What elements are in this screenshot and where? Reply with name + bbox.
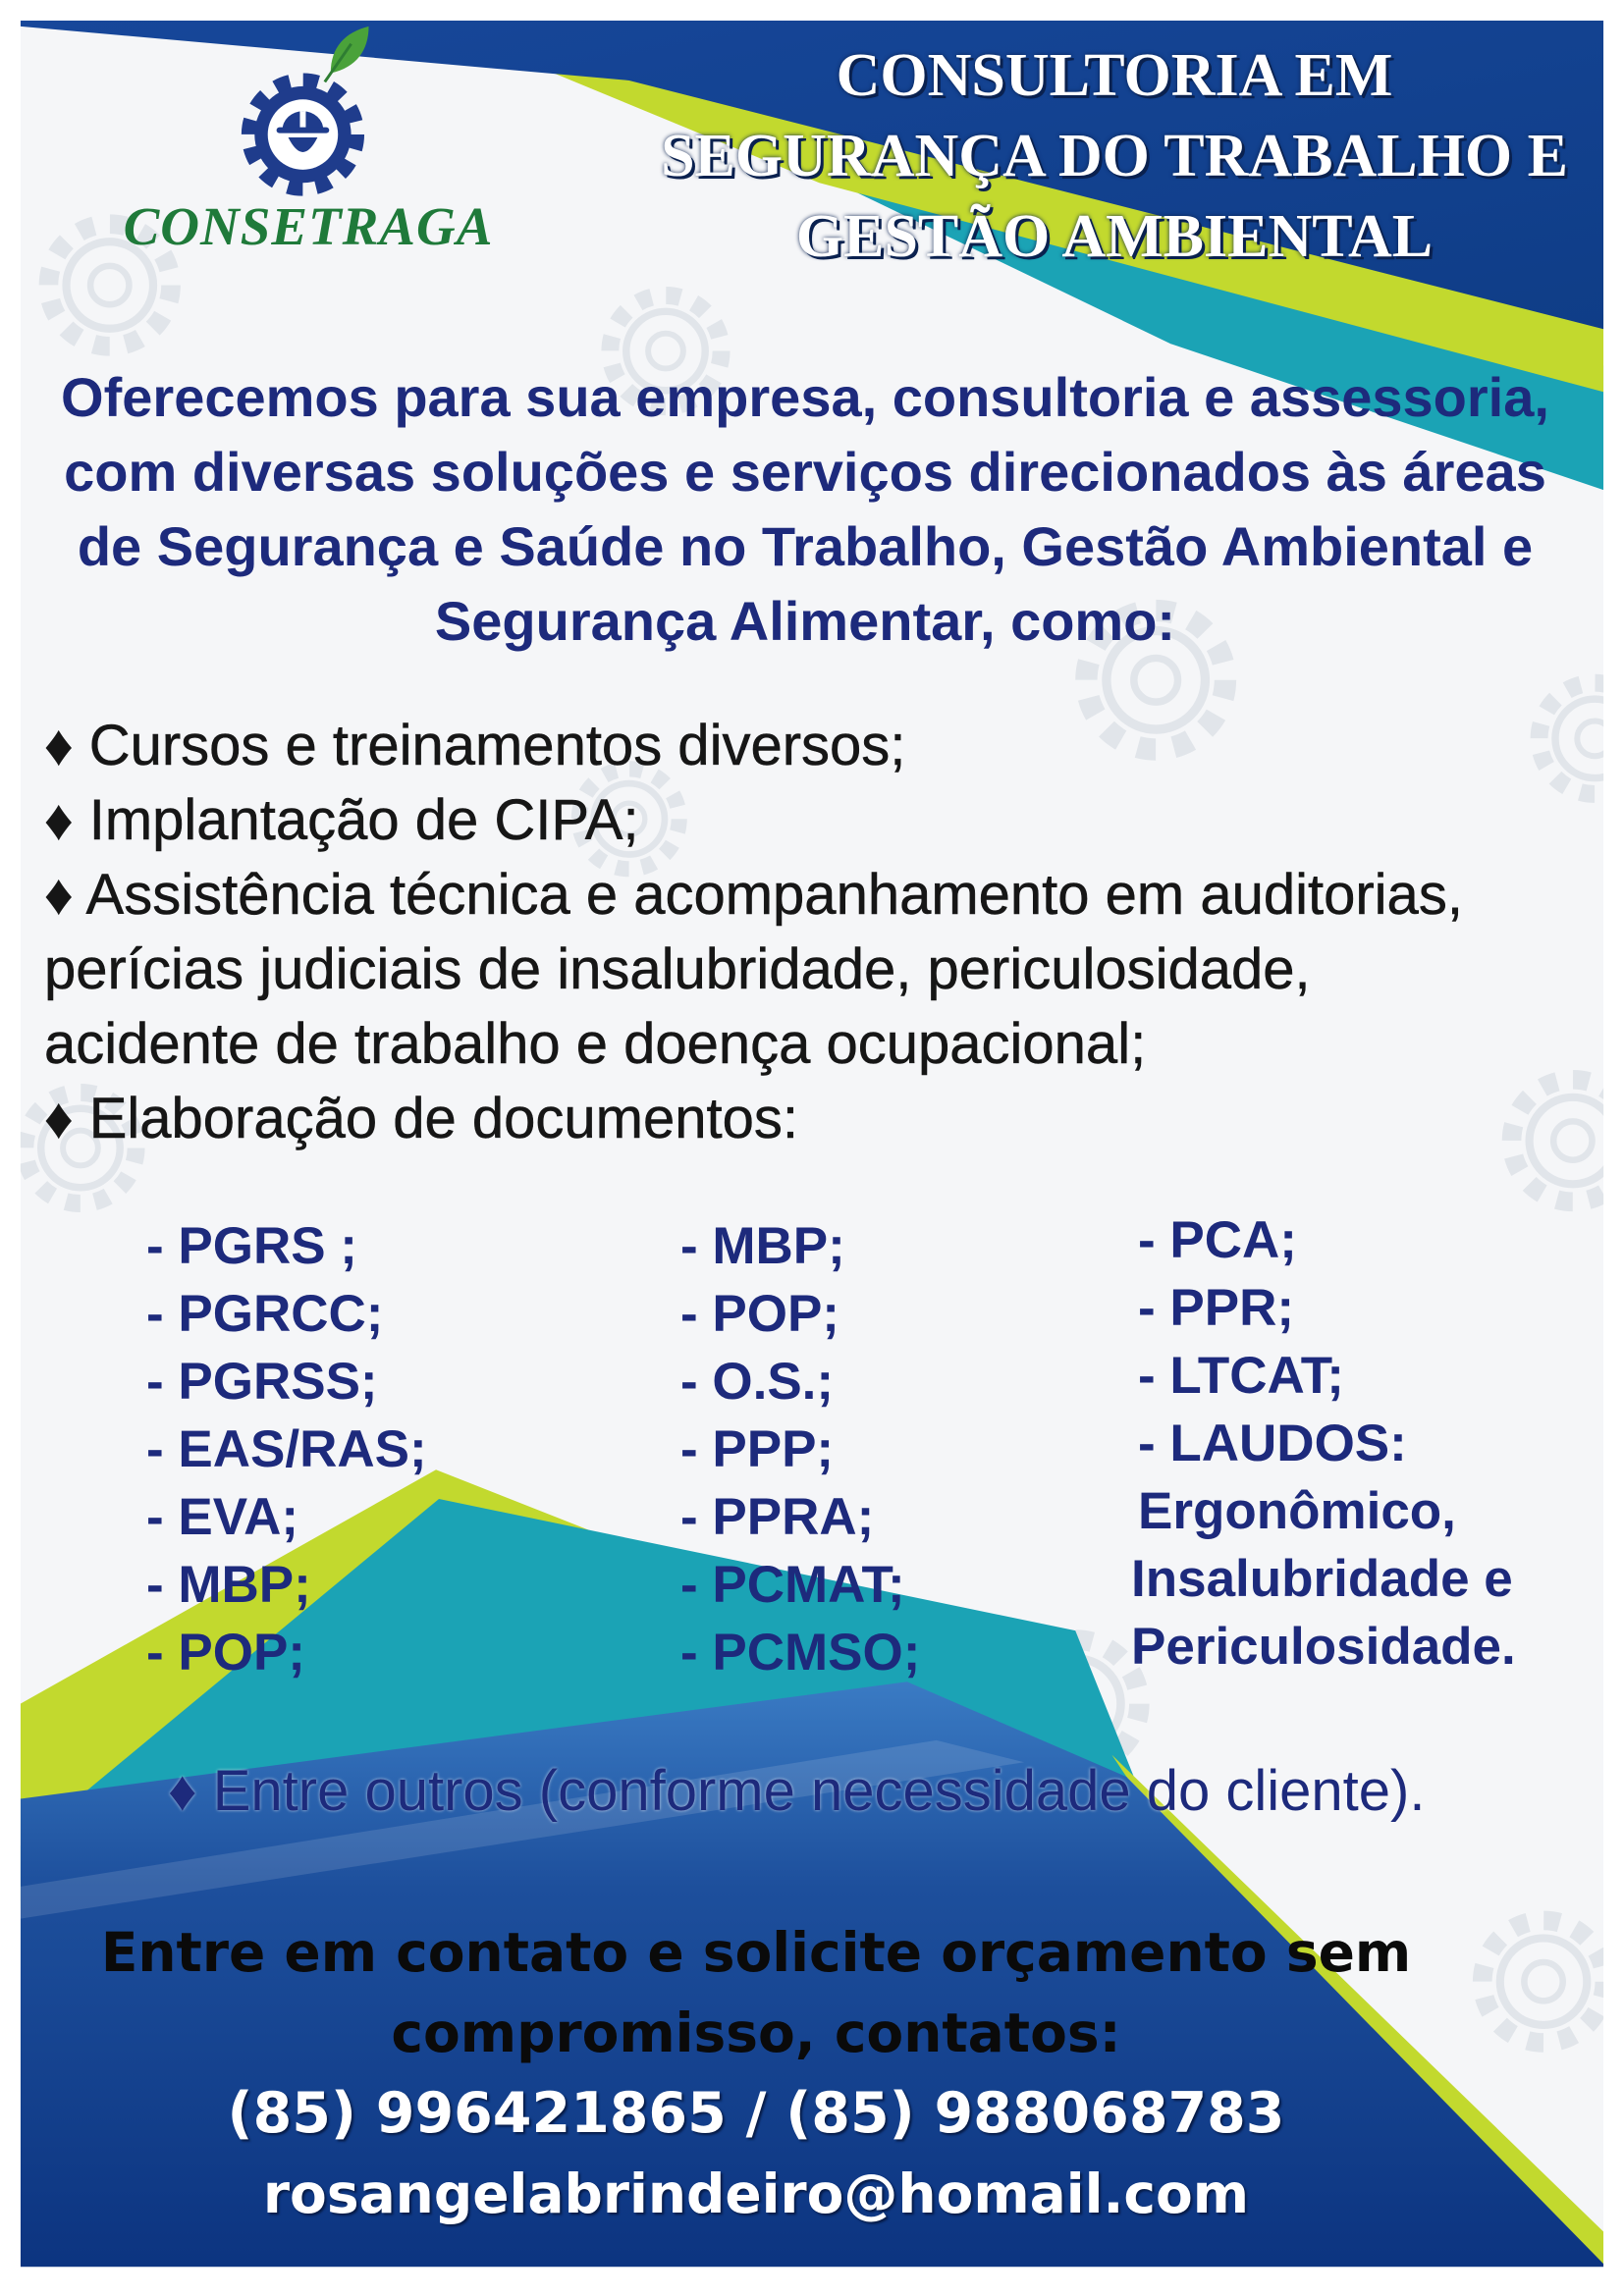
document-item: - EVA; — [146, 1488, 299, 1546]
service-line: perícias judiciais de insalubridade, periculosidade, — [44, 937, 1311, 1001]
intro-line: de Segurança e Saúde no Trabalho, Gestão Ambiental e — [77, 515, 1534, 577]
document-item: - PPR; — [1138, 1279, 1294, 1337]
laudo-type: Ergonômico, — [1138, 1482, 1456, 1540]
service-line: ♦ Implantação de CIPA; — [44, 788, 639, 852]
document-item: - PCMAT; — [680, 1556, 905, 1614]
document-item: - PPRA; — [680, 1488, 875, 1546]
phone-numbers: (85) 996421865 / (85) 988068783 — [227, 2081, 1285, 2146]
service-line: ♦ Cursos e treinamentos diversos; — [44, 714, 906, 777]
documents-column-2 — [680, 1212, 920, 1686]
document-item: - LAUDOS: — [1138, 1415, 1407, 1472]
services-list — [44, 709, 1576, 1156]
document-item: - PCA; — [1138, 1211, 1297, 1269]
intro-line: Oferecemos para sua empresa, consultoria e assessoria, — [61, 366, 1549, 428]
document-item: - PGRSS; — [146, 1353, 378, 1411]
call-to-action-line: Entre em contato e solicite orçamento sem — [100, 1921, 1412, 1984]
title-line: SEGURANÇA DO TRABALHO E — [661, 123, 1568, 189]
email-address: rosangelabrindeiro@homail.com — [262, 2163, 1250, 2225]
contact-block — [59, 1912, 1453, 2234]
document-item: - MBP; — [146, 1556, 311, 1614]
document-item: - PPP; — [680, 1420, 835, 1478]
document-item: - LTCAT; — [1138, 1347, 1344, 1405]
documents-column-1 — [146, 1212, 427, 1686]
laudo-type: Periculosidade. — [1131, 1618, 1516, 1676]
others-note: ♦ Entre outros (conforme necessidade do cliente). — [168, 1759, 1426, 1823]
intro-paragraph — [39, 360, 1571, 659]
document-item: - PCMSO; — [680, 1624, 921, 1682]
document-item: - PGRS ; — [146, 1217, 357, 1275]
document-item: - MBP; — [680, 1217, 845, 1275]
title-line: CONSULTORIA EM — [836, 42, 1393, 109]
documents-column-3 — [1131, 1206, 1516, 1681]
document-item: - EAS/RAS; — [146, 1420, 427, 1478]
service-line: acidente de trabalho e doença ocupacional; — [44, 1012, 1147, 1076]
title-line: GESTÃO AMBIENTAL — [795, 203, 1434, 270]
intro-line: Segurança Alimentar, como: — [434, 590, 1176, 652]
document-item: - O.S.; — [680, 1353, 835, 1411]
service-line: ♦ Assistência técnica e acompanhamento em auditorias, — [44, 863, 1463, 927]
brand-name: CONSETRAGA — [123, 196, 494, 256]
page-title — [619, 35, 1610, 277]
document-item: - POP; — [680, 1285, 839, 1343]
service-line: ♦ Elaboração de documentos: — [44, 1087, 798, 1150]
laudo-type: Insalubridade e — [1131, 1550, 1513, 1608]
gear-helmet-icon — [250, 81, 355, 187]
document-item: - POP; — [146, 1624, 305, 1682]
intro-line: com diversas soluções e serviços direcionados às áreas — [64, 441, 1546, 503]
call-to-action-line: compromisso, contatos: — [391, 2002, 1121, 2064]
document-item: - PGRCC; — [146, 1285, 384, 1343]
